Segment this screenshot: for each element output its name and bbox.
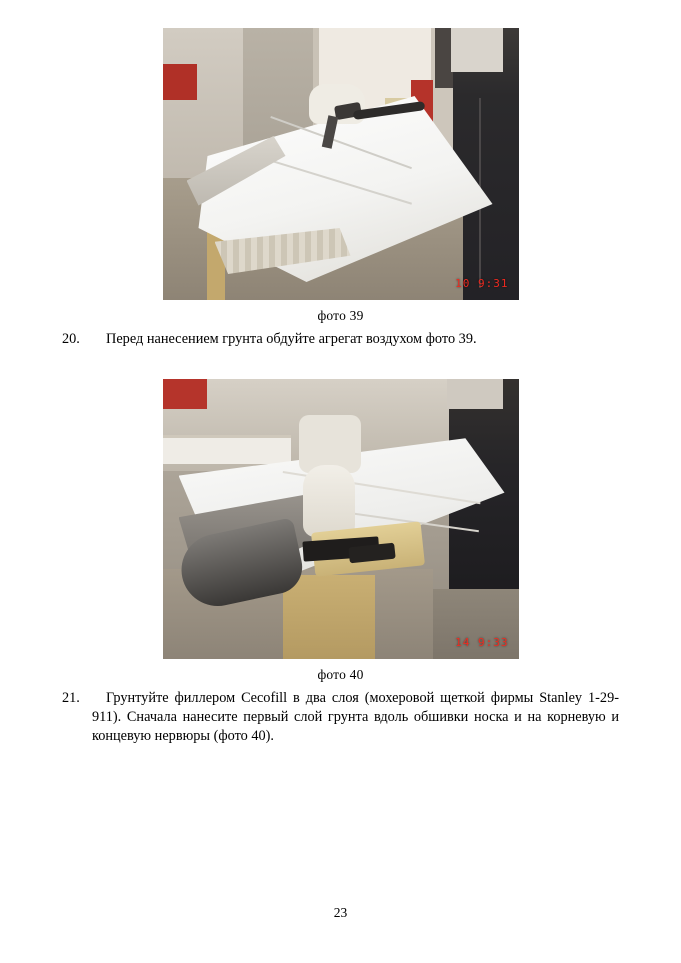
figure-photo-40 <box>62 379 619 683</box>
photo-39-worker-shirt <box>451 28 503 72</box>
paragraph-20 <box>62 330 619 349</box>
paragraph-20-text: Перед нанесением грунта обдуйте агрегат воздухом фото 39. <box>106 331 477 347</box>
photo-39-caption: фото 39 <box>317 308 364 323</box>
paragraph-20-number: 20. <box>62 331 80 347</box>
photo-40-caption: фото 40 <box>317 666 364 682</box>
figure-photo-39 <box>62 28 619 324</box>
photo-40-image <box>163 379 519 659</box>
paragraph-21-number: 21. <box>62 689 80 706</box>
paragraph-21 <box>62 689 619 746</box>
photo-39-timestamp: 10 9:31 <box>455 277 509 290</box>
paragraph-21-text: Грунтуйте филлером Cecofill в два слоя (мохеровой щеткой фирмы Stanley 1-29-911). Сначала нанесите первый слой грунта вдоль обшивки носка и на корневую и концевую нервюры (фото 40). <box>92 689 619 744</box>
photo-39-image <box>163 28 519 300</box>
spacer-between-figures <box>62 349 619 379</box>
photo-40-worker-shirt <box>447 379 503 409</box>
photo-40-timestamp: 14 9:33 <box>455 635 509 649</box>
photo-40-shelf <box>163 435 291 464</box>
photo-40-red-object <box>163 379 207 409</box>
page-number: 23 <box>333 905 348 920</box>
photo-39-red-object <box>163 64 197 100</box>
photo-40-bench-support <box>283 575 375 659</box>
photo-40-gloved-hand <box>303 465 355 537</box>
